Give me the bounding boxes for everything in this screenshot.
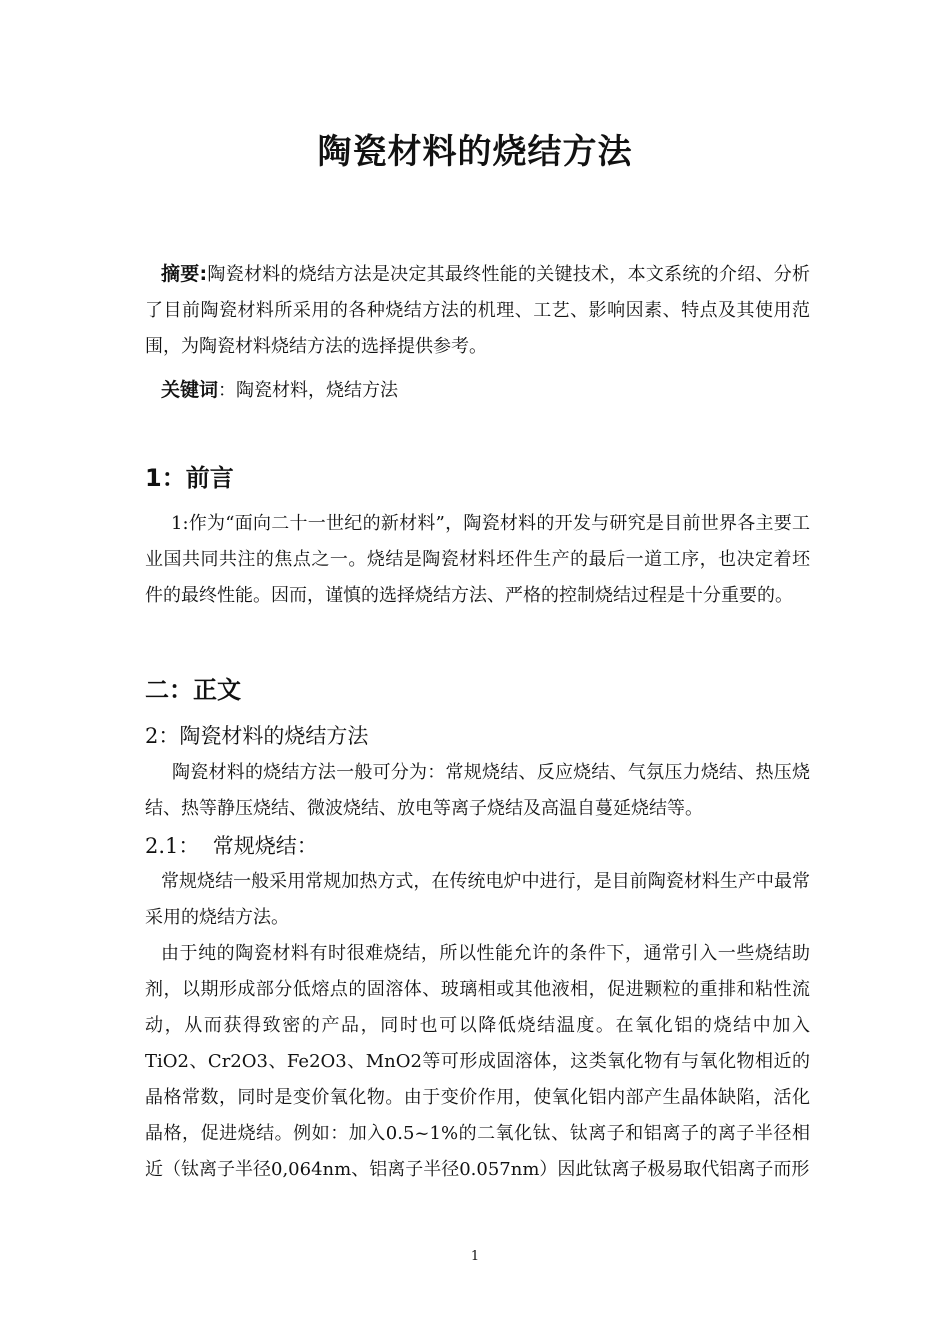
- section2-heading: 二：正文: [145, 676, 241, 704]
- section1-paragraph: 1:作为“面向二十一世纪的新材料”，陶瓷材料的开发与研究是目前世界各主要工业国共同共注的焦点之一。烧结是陶瓷材料坯件生产的最后一道工序，也决定着坯件的最终性能。因而，谨慎的选择烧结方法、严格的控制烧结过程是十分重要的。: [145, 513, 810, 606]
- keywords-colon: ：: [218, 380, 237, 401]
- abstract-label: 摘要: [161, 263, 200, 285]
- section21-paragraph1: 常规烧结一般采用常规加热方式，在传统电炉中进行，是目前陶瓷材料生产中最常采用的烧结方法。: [145, 871, 810, 928]
- keywords-paragraph: [145, 372, 810, 409]
- section21-paragraph2: 由于纯的陶瓷材料有时很难烧结，所以性能允许的条件下，通常引入一些烧结助剂，以期形成部分低熔点的固溶体、玻璃相或其他液相，促进颗粒的重排和粘性流动，从而获得致密的产品，同时也可以降低烧结温度。在氧化铝的烧结中加入TiO2、Cr2O3、Fe2O3、MnO2等可形成固溶体，这类氧化物有与氧化物相近的晶格常数，同时是变价氧化物。由于变价作用，使氧化铝内部产生晶体缺陷，活化晶格，促进烧结。例如：加入0.5~1%的二氧化钛、钛离子和铝离子的离子半径相近（钛离子半径0,064nm、铝离子半径0.057nm）因此钛离子极易取代铝离子而形: [145, 943, 810, 1180]
- abstract-paragraph: [145, 256, 810, 365]
- section21-heading: 2.1： 常规烧结：: [145, 834, 318, 858]
- keywords-text: 陶瓷材料，烧结方法: [236, 380, 399, 401]
- abstract-text: 陶瓷材料的烧结方法是决定其最终性能的关键技术，本文系统的介绍、分析了目前陶瓷材料所采用的各种烧结方法的机理、工艺、影响因素、特点及其使用范围，为陶瓷材料烧结方法的选择提供参考。: [145, 264, 810, 357]
- keywords-label: 关键词: [161, 379, 219, 401]
- section1-heading: 1：前言: [145, 464, 234, 492]
- page-number: 1: [470, 1249, 480, 1264]
- document-title: 陶瓷材料的烧结方法: [317, 132, 633, 172]
- abstract-colon: :: [199, 263, 208, 285]
- section2-subheading: 2：陶瓷材料的烧结方法: [145, 724, 369, 748]
- section2-paragraph: 陶瓷材料的烧结方法一般可分为：常规烧结、反应烧结、气氛压力烧结、热压烧结、热等静压烧结、微波烧结、放电等离子烧结及高温自蔓延烧结等。: [145, 762, 810, 819]
